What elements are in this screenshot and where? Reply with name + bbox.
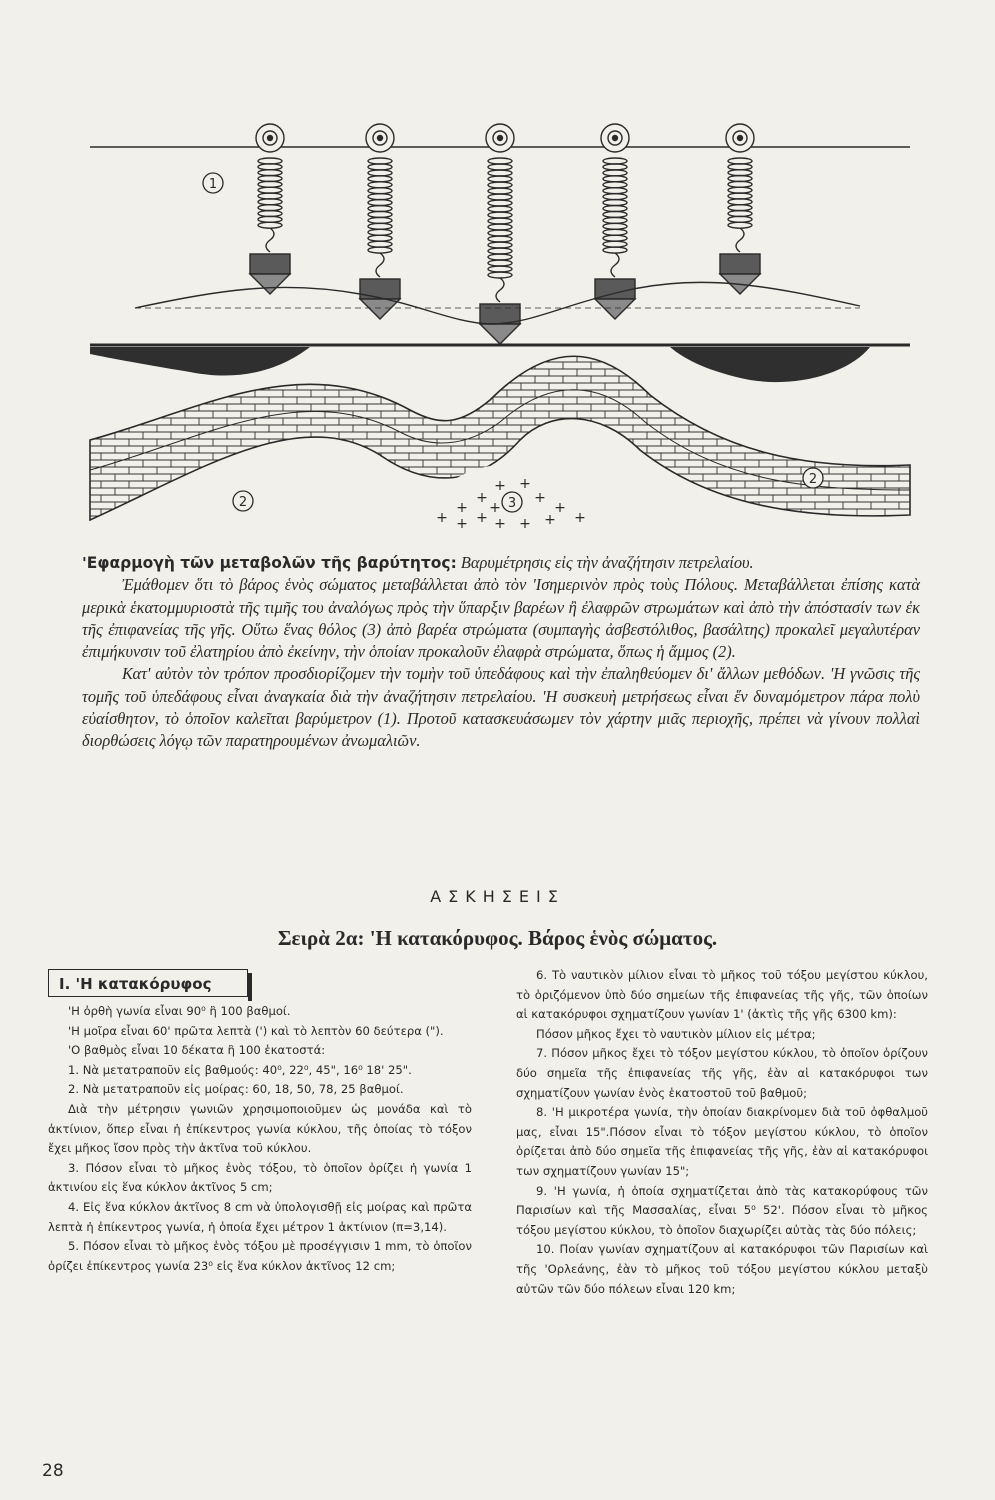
plus-sign: + xyxy=(476,510,488,526)
right-paragraph: 6. Τὸ ναυτικὸν μίλιον εἶναι τὸ μῆκος τοῦ τόξου μεγίστου κύκλου, τὸ ὁριζόμενον ὑπὸ δύο σημείων τῆς ἐπιφανείας τῆς γῆς, τῶν ὁποίων αἱ κατακόρυφοι σχηματίζουν γωνίαν 1' (ἀκτὶς τῆς γῆς 6300 km): xyxy=(516,968,928,1022)
plus-sign: + xyxy=(519,476,531,492)
left-column xyxy=(48,1002,472,1276)
figure-label-1: 1 xyxy=(208,177,218,192)
plus-sign: + xyxy=(436,510,448,526)
plus-sign: + xyxy=(554,500,566,516)
gravimeter-spring xyxy=(480,124,520,344)
gravimetry-figure xyxy=(80,110,920,540)
plus-sign: + xyxy=(534,490,546,506)
plus-sign: + xyxy=(494,516,506,532)
left-paragraph: 2. Νὰ μετατραποῦν εἰς μοίρας: 60, 18, 50, 78, 25 βαθμοί. xyxy=(68,1082,404,1097)
figure-label-2-left: 2 xyxy=(238,495,248,510)
figure-label-2-right: 2 xyxy=(808,472,818,487)
right-paragraph: 8. 'Η μικροτέρα γωνία, τὴν ὁποίαν διακρίνομεν διὰ τοῦ ὀφθαλμοῦ μας, εἶναι 15".Πόσον εἶναι τὸ τόξον μεγίστου κύκλου, τὸ ὁποῖον ὁρίζεται ἀπὸ δύο σημεῖα τῆς ἐπιφανείας τῆς γῆς, ἐὰν αἱ κατακόρυφοι των σχηματίζουν γωνίαν 15"; xyxy=(516,1105,928,1178)
left-paragraph: 'Η μοῖρα εἶναι 60' πρῶτα λεπτὰ (') καὶ τὸ λεπτὸν 60 δεύτερα ("). xyxy=(68,1023,444,1038)
section-title-box xyxy=(48,969,248,997)
intro-text xyxy=(82,552,920,753)
gravimeter-spring xyxy=(250,124,290,294)
gravimeter-spring xyxy=(360,124,400,319)
plus-sign: + xyxy=(574,510,586,526)
plus-sign: + xyxy=(519,516,531,532)
intro-title: 'Εφαρμογὴ τῶν μεταβολῶν τῆς βαρύτητος: xyxy=(82,554,457,572)
left-paragraph: 5. Πόσον εἶναι τὸ μῆκος ἑνὸς τόξου μὲ προσέγγισιν 1 mm, τὸ ὁποῖον ὁρίζει ἐπίκεντρος γωνία 23⁰ εἰς ἕνα κύκλον ἀκτῖνος 12 cm; xyxy=(48,1239,472,1273)
right-paragraph: 9. 'Η γωνία, ἡ ὁποία σχηματίζεται ἀπὸ τὰς κατακορύφους τῶν Παρισίων καὶ τῆς Μασσαλίας, εἶναι 5⁰ 52'. Πόσον εἶναι τὸ μῆκος τόξου μεγίστου κύκλου, τὸ ὁποῖον διαχωρίζει αὐτὰς τὰς δύο πόλεις; xyxy=(516,1183,928,1237)
right-paragraph: 7. Πόσον μῆκος ἔχει τὸ τόξον μεγίστου κύκλου, τὸ ὁποῖον ὁρίζουν δύο σημεῖα τῆς ἐπιφανείας τῆς γῆς, ἐὰν αἱ κατακόρυφοι των σχηματίζουν γωνίαν ἑνὸς ἑκατοστοῦ τοῦ βαθμοῦ; xyxy=(516,1046,928,1100)
left-paragraph: 1. Νὰ μετατραποῦν εἰς βαθμούς: 40⁰, 22⁰, 45", 16⁰ 18' 25". xyxy=(68,1062,412,1077)
left-paragraph: 3. Πόσον εἶναι τὸ μῆκος ἑνὸς τόξου, τὸ ὁποῖον ὁρίζει ἡ γωνία 1 ἀκτινίου εἰς ἕνα κύκλον ἀκτῖνος 5 cm; xyxy=(48,1160,472,1195)
series-heading: Σειρὰ 2α: 'Η κατακόρυφος. Βάρος ἑνὸς σώματος. xyxy=(277,926,718,950)
intro-subtitle: Βαρυμέτρησις εἰς τὴν ἀναζήτησιν πετρελαίου. xyxy=(460,553,754,572)
figure-label-3: 3 xyxy=(507,496,517,511)
section-title: Ι. 'Η κατακόρυφος xyxy=(59,975,212,993)
page-number: 28 xyxy=(42,1461,64,1481)
exercises-heading: ΑΣΚΗΣΕΙΣ xyxy=(430,887,565,906)
intro-paragraph-2: Κατ' αὐτὸν τὸν τρόπον προσδιορίζομεν τὴν τομὴν τοῦ ὑπεδάφους καὶ τὴν ἐπαληθεύομεν δι' ἄλλων μεθόδων. 'Η γνῶσις τῆς τομῆς τοῦ ὑπεδάφους εἶναι ἀναγκαία διὰ τὴν ἀναζήτησιν πετρελαίου. 'Η συσκευὴ μετρήσεως εἶναι ἕν δυναμόμετρον πάρα πολὺ εὐαίσθητον, τὸ ὁποῖον καλεῖται βαρύμετρον (1). Προτοῦ κατασκευάσωμεν τὸν χάρτην μιᾶς περιοχῆς, πρέπει νὰ γίνουν πολλαὶ διορθώσεις λόγῳ τῶν παρατηρουμένων ἀνωμαλιῶν. xyxy=(82,664,920,751)
plus-sign: + xyxy=(456,500,468,516)
left-paragraph: 'Η ὀρθὴ γωνία εἶναι 90⁰ ἢ 100 βαθμοί. xyxy=(68,1004,291,1018)
plus-sign: + xyxy=(476,490,488,506)
intro-paragraph-1: Ἐμάθομεν ὅτι τὸ βάρος ἑνὸς σώματος μεταβάλλεται ἀπὸ τὸν 'Ισημερινὸν πρὸς τοὺς Πόλους. Μεταβάλλεται ἐπίσης κατὰ μερικὰ ἑκατομμυριοστὰ τῆς τιμῆς του ἀναλόγως πρὸς τὴν ὕπαρξιν βαρέων ἢ ἐλαφρῶν στρωμάτων καὶ ἀπὸ τὴν ἀπόστασίν των ἐκ τῆς ἐπιφανείας τῆς γῆς. Οὕτω ἕνας θόλος (3) ἀπὸ βαρέα στρώματα (συμπαγὴς ἀσβεστόλιθος, βασάλτης) προκαλεῖ μεγαλυτέραν ἐπιμήκυνσιν τοῦ ἐλατηρίου ἀπὸ ἐκείνην, τὴν ὁποίαν προκαλοῦν ἐλαφρὰ στρώματα, ὅπως ἡ ἄμμος (2). xyxy=(82,575,920,662)
left-paragraph: 4. Εἰς ἕνα κύκλον ἀκτῖνος 8 cm νὰ ὑπολογισθῇ εἰς μοίρας καὶ πρῶτα λεπτὰ ἡ ἐπίκεντρος γωνία, ἡ ὁποία ἔχει μέτρον 1 ἀκτίνιον (π=3,14). xyxy=(48,1199,472,1234)
plus-sign: + xyxy=(456,516,468,532)
plus-sign: + xyxy=(489,500,501,516)
plus-sign: + xyxy=(544,512,556,528)
plus-sign: + xyxy=(494,478,506,494)
right-paragraph: 10. Ποίαν γωνίαν σχηματίζουν αἱ κατακόρυφοι τῶν Παρισίων καὶ τῆς 'Ορλεάνης, ἐὰν τὸ μῆκος τοῦ τόξου μεγίστου κύκλου μεταξὺ αὐτῶν τῶν δύο πόλεων εἶναι 120 km; xyxy=(516,1242,928,1296)
gravimeter-spring xyxy=(720,124,760,294)
right-paragraph: Πόσον μῆκος ἔχει τὸ ναυτικὸν μίλιον εἰς μέτρα; xyxy=(536,1026,816,1041)
left-paragraph: Διὰ τὴν μέτρησιν γωνιῶν χρησιμοποιοῦμεν ὡς μονάδα καὶ τὸ ἀκτίνιον, ὅπερ εἶναι ἡ ἐπίκεντρος γωνία κύκλου, τῆς ὁποίας τὸ τόξον ἔχει μῆκος ἴσον πρὸς τὴν ἀκτῖνα τοῦ κύκλου. xyxy=(48,1101,472,1156)
right-column xyxy=(516,966,928,1299)
left-paragraph: 'Ο βαθμὸς εἶναι 10 δέκατα ἢ 100 ἑκατοστά: xyxy=(68,1043,326,1058)
